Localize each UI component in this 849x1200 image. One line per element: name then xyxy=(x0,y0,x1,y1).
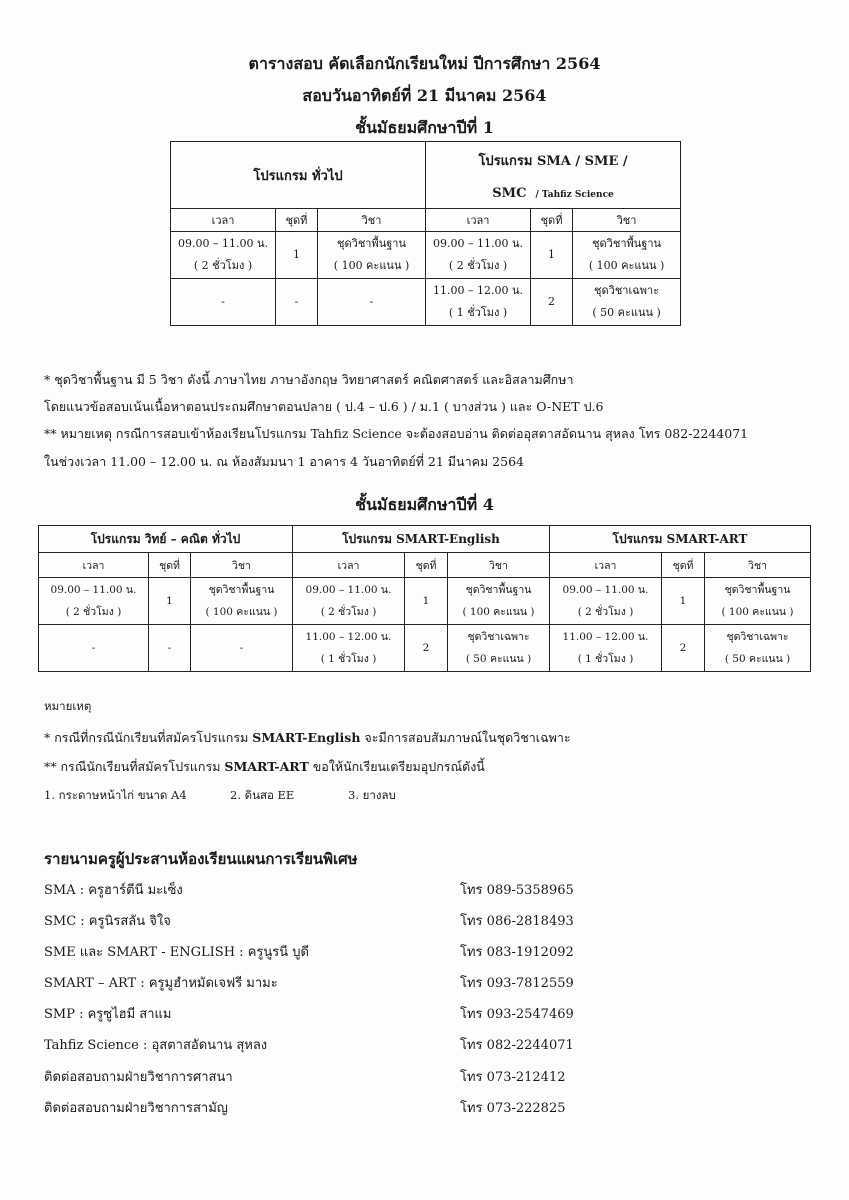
col-set: ชุดที่ xyxy=(662,553,705,578)
list-item: 1. กระดาษหน้าไก่ ขนาด A4 xyxy=(44,788,187,802)
supply-list xyxy=(44,787,396,805)
grade4-heading: ชั้นมัธยมศึกษาปีที่ 4 xyxy=(355,495,494,514)
grade1-schedule-table xyxy=(170,141,681,326)
col-time: เวลา xyxy=(293,553,405,578)
list-item: 3. ยางลบ xyxy=(348,788,396,802)
time-cell: 09.00 – 11.00 น. ( 2 ชั่วโมง ) xyxy=(171,232,276,279)
set-cell: 1 xyxy=(405,578,448,625)
document-title: ตารางสอบ คัดเลือกนักเรียนใหม่ ปีการศึกษา 2564 xyxy=(248,54,601,73)
time-cell: 09.00 – 11.00 น. ( 2 ชั่วโมง ) xyxy=(39,578,149,625)
subject-cell: ชุดวิชาพื้นฐาน ( 100 คะแนน ) xyxy=(573,232,681,279)
subject-cell: ชุดวิชาพื้นฐาน ( 100 คะแนน ) xyxy=(318,232,426,279)
time-cell: 11.00 – 12.00 น. ( 1 ชั่วโมง ) xyxy=(426,279,531,326)
col-subject: วิชา xyxy=(573,209,681,232)
program-general-header: โปรแกรม ทั่วไป xyxy=(171,142,426,209)
set-cell: 2 xyxy=(662,625,705,672)
subject-cell: ชุดวิชาเฉพาะ ( 50 คะแนน ) xyxy=(573,279,681,326)
subject-cell: ชุดวิชาเฉพาะ ( 50 คะแนน ) xyxy=(705,625,811,672)
set-cell: 2 xyxy=(405,625,448,672)
set-cell: 2 xyxy=(531,279,573,326)
grade1-heading: ชั้นมัธยมศึกษาปีที่ 1 xyxy=(355,118,494,137)
col-subject: วิชา xyxy=(318,209,426,232)
time-cell: 11.00 – 12.00 น. ( 1 ชั่วโมง ) xyxy=(550,625,662,672)
table-row xyxy=(171,279,681,326)
col-subject: วิชา xyxy=(705,553,811,578)
set-cell: - xyxy=(149,625,191,672)
col-set: ชุดที่ xyxy=(149,553,191,578)
note-line: * ชุดวิชาพื้นฐาน มี 5 วิชา ดังนี้ ภาษาไทย ภาษาอังกฤษ วิทยาศาสตร์ คณิตศาสตร์ และอิสลามศึกษา xyxy=(44,372,574,387)
subject-cell: ชุดวิชาพื้นฐาน ( 100 คะแนน ) xyxy=(191,578,293,625)
time-cell: - xyxy=(171,279,276,326)
program-special-header: โปรแกรม SMA / SME / SMC / Tahfiz Science xyxy=(426,142,681,209)
col-set: ชุดที่ xyxy=(276,209,318,232)
subject-cell: - xyxy=(191,625,293,672)
col-subject: วิชา xyxy=(448,553,550,578)
table-row xyxy=(171,232,681,279)
time-cell: 09.00 – 11.00 น. ( 2 ชั่วโมง ) xyxy=(426,232,531,279)
col-set: ชุดที่ xyxy=(531,209,573,232)
set-cell: 1 xyxy=(149,578,191,625)
program-smart-art-header: โปรแกรม SMART-ART xyxy=(550,526,811,553)
contacts-heading: รายนามครูผู้ประสานห้องเรียนแผนการเรียนพิเศษ xyxy=(44,850,358,868)
col-time: เวลา xyxy=(426,209,531,232)
time-cell: - xyxy=(39,625,149,672)
col-time: เวลา xyxy=(171,209,276,232)
subject-cell: ชุดวิชาพื้นฐาน ( 100 คะแนน ) xyxy=(448,578,550,625)
col-set: ชุดที่ xyxy=(405,553,448,578)
subject-cell: - xyxy=(318,279,426,326)
note-line: โดยแนวข้อสอบเน้นเนื้อหาตอนประถมศึกษาตอนปลาย ( ป.4 – ป.6 ) / ม.1 ( บางส่วน ) และ O-NET ป.6 xyxy=(44,399,604,414)
subject-cell: ชุดวิชาเฉพาะ ( 50 คะแนน ) xyxy=(448,625,550,672)
table-row xyxy=(39,625,811,672)
list-item: 2. ดินสอ EE xyxy=(230,788,295,802)
col-time: เวลา xyxy=(39,553,149,578)
col-time: เวลา xyxy=(550,553,662,578)
subject-cell: ชุดวิชาพื้นฐาน ( 100 คะแนน ) xyxy=(705,578,811,625)
table-row xyxy=(39,578,811,625)
set-cell: 1 xyxy=(662,578,705,625)
note-line: ** หมายเหตุ กรณีการสอบเข้าห้องเรียนโปรแกรม Tahfiz Science จะต้องสอบอ่าน ติดต่ออุสตาสอัดนาน สุหลง โทร 082-2244071 xyxy=(44,426,749,441)
note-line: ในช่วงเวลา 11.00 – 12.00 น. ณ ห้องสัมมนา 1 อาคาร 4 วันอาทิตย์ที่ 21 มีนาคม 2564 xyxy=(44,454,524,469)
set-cell: - xyxy=(276,279,318,326)
time-cell: 09.00 – 11.00 น. ( 2 ชั่วโมง ) xyxy=(293,578,405,625)
document-page: ตารางสอบ คัดเลือกนักเรียนใหม่ ปีการศึกษา 2564 สอบวันอาทิตย์ที่ 21 มีนาคม 2564 ชั้นมัธยมศึกษาปีที่ 1 โปรแกรม ทั่วไป โปรแกรม SMA / SME / SMC / Tahfiz Science เวลา ชุดที่ วิชา เวลา ชุดที่ วิชา 09.00 – 11.00 น. ( 2 ชั่วโมง ) 1 ชุดวิชาพื้นฐาน ( 100 คะแนน ) 09.00 – 11.00 น. ( 2 ชั่วโมง ) 1 ชุดวิชาพื้นฐาน ( 100 คะแนน ) - - - 11.00 – 12.00 น. ( 1 ชั่วโมง ) 2 ชุดวิชาเฉพาะ ( 50 คะแนน ) * ชุดวิชาพื้นฐาน มี 5 วิชา ดังนี้ ภาษาไทย ภาษาอังกฤษ วิทยาศาสตร์ คณิตศาสตร์ และอิสลามศึกษา โดยแนวข้อสอบเน้นเนื้อหาตอนประถมศึกษาตอนปลาย ( ป.4 – ป.6 ) / ม.1 ( บางส่วน ) และ O-NET ป.6 ** หมายเหตุ กรณีการสอบเข้าห้องเรียนโปรแกรม Tahfiz Science จะต้องสอบอ่าน ติดต่ออุสตาสอัดนาน สุหลง โทร 082-2244071 ในช่วงเวลา 11.00 – 12.00 น. ณ ห้องสัมมนา 1 อาคาร 4 วันอาทิตย์ที่ 21 มีนาคม 2564 ชั้นมัธยมศึกษาปีที่ 4 โปรแกรม วิทย์ – คณิต ทั่วไป โปรแกรม SMART-English โปรแกรม SMART-ART เวลา ชุดที่ วิชา เวลา ชุดที่ วิชา เวลา ชุดที่ วิชา 09.00 – 11.00 น. ( 2 ชั่วโมง ) 1 ชุดวิชาพื้นฐาน ( 100 คะแนน ) 09.00 – 11.00 น. ( 2 ชั่วโมง ) 1 ชุดวิชาพื้นฐาน ( 100 คะแนน ) 09.00 – 11.00 น. ( 2 ชั่วโมง ) 1 ชุดวิชาพื้นฐาน ( 100 คะแนน ) - - - 11.00 – 12.00 น. ( 1 ชั่วโมง ) 2 ชุดวิชาเฉพาะ ( 50 คะแนน ) 11.00 – 12.00 น. ( 1 ชั่วโมง ) 2 ชุดวิชาเฉพาะ ( 50 คะแนน ) หมายเหตุ * กรณีที่กรณีนักเรียนที่สมัครโปรแกรม SMART-English จะมีการสอบสัมภาษณ์ในชุดวิชาเฉพาะ ** กรณีนักเรียนที่สมัครโปรแกรม SMART-ART ขอให้นักเรียนเตรียมอุปกรณ์ดังนี้ 1. กระดาษหน้าไก่ ขนาด A4 2. ดินสอ EE 3. ยางลบ รายนามครูผู้ประสานห้องเรียนแผนการเรียนพิเศษ SMA : ครูฮาร์ตีนี มะเซ็ง โทร 089-5358965 SMC : ครูนิรสลัน จิใจ โทร 086-2818493 SME และ SMART - ENGLISH : ครูนูรนี บูดี โทร 083-1912092 SMART – ART : ครูมูฮำหมัดเจฟรี มามะ โทร 093-7812559 SMP : ครูซูไฮมี สาแม โทร 093-2547469 Tahfiz Science : อุสตาสอัดนาน สุหลง โทร 082-2244071 ติดต่อสอบถามฝ่ายวิชาการศาสนา โทร 073-212412 ติดต่อสอบถามฝ่ายวิชาการสามัญ โทร 073-222825 xyxy=(0,0,849,1200)
time-cell: 09.00 – 11.00 น. ( 2 ชั่วโมง ) xyxy=(550,578,662,625)
program-smart-english-header: โปรแกรม SMART-English xyxy=(293,526,550,553)
col-subject: วิชา xyxy=(191,553,293,578)
set-cell: 1 xyxy=(276,232,318,279)
exam-date: สอบวันอาทิตย์ที่ 21 มีนาคม 2564 xyxy=(302,86,547,105)
note-line: ** กรณีนักเรียนที่สมัครโปรแกรม SMART-ART ขอให้นักเรียนเตรียมอุปกรณ์ดังนี้ xyxy=(44,759,485,774)
grade4-schedule-table xyxy=(38,525,811,672)
set-cell: 1 xyxy=(531,232,573,279)
remark-heading: หมายเหตุ xyxy=(44,699,92,713)
time-cell: 11.00 – 12.00 น. ( 1 ชั่วโมง ) xyxy=(293,625,405,672)
note-line: * กรณีที่กรณีนักเรียนที่สมัครโปรแกรม SMART-English จะมีการสอบสัมภาษณ์ในชุดวิชาเฉพาะ xyxy=(44,730,571,745)
program-sci-math-header: โปรแกรม วิทย์ – คณิต ทั่วไป xyxy=(39,526,293,553)
